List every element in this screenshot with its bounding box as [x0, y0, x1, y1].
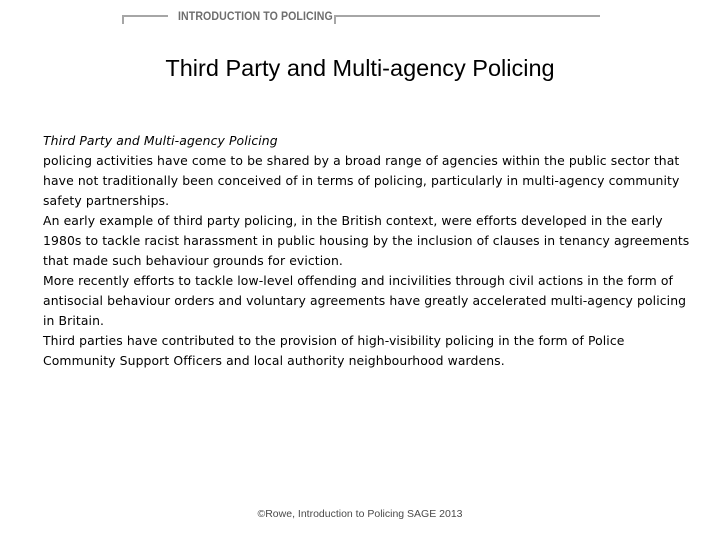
banner-left-rule: [122, 15, 168, 24]
body-paragraph-2: An early example of third party policing, in the British context, were efforts developed in the early 1980s to tackle racist harassment in public housing by the inclusion of clauses in tenancy agreements that made such behaviour grounds for eviction.: [43, 213, 690, 268]
slide-title: Third Party and Multi-agency Policing: [165, 55, 555, 81]
body-subtitle: Third Party and Multi-agency Policing: [43, 133, 278, 148]
body-paragraph-3: More recently efforts to tackle low-level offending and incivilities through civil actions in the form of antisocial behaviour orders and voluntary agreements have greatly accelerated multi-agency policing in Britain.: [43, 273, 687, 328]
banner-right-rule: [334, 15, 600, 24]
banner-label: INTRODUCTION TO POLICING: [178, 11, 333, 23]
header-banner: [122, 10, 600, 26]
footer-copyright: ©Rowe, Introduction to Policing SAGE 2013: [257, 508, 463, 520]
body-paragraph-4: Third parties have contributed to the provision of high-visibility policing in the form of Police Community Support Officers and local authority neighbourhood wardens.: [43, 333, 625, 368]
body-paragraph-1: policing activities have come to be shared by a broad range of agencies within the public sector that have not traditionally been conceived of in terms of policing, particularly in multi-agency community safety partnerships.: [43, 153, 680, 208]
slide-body: [43, 131, 693, 371]
